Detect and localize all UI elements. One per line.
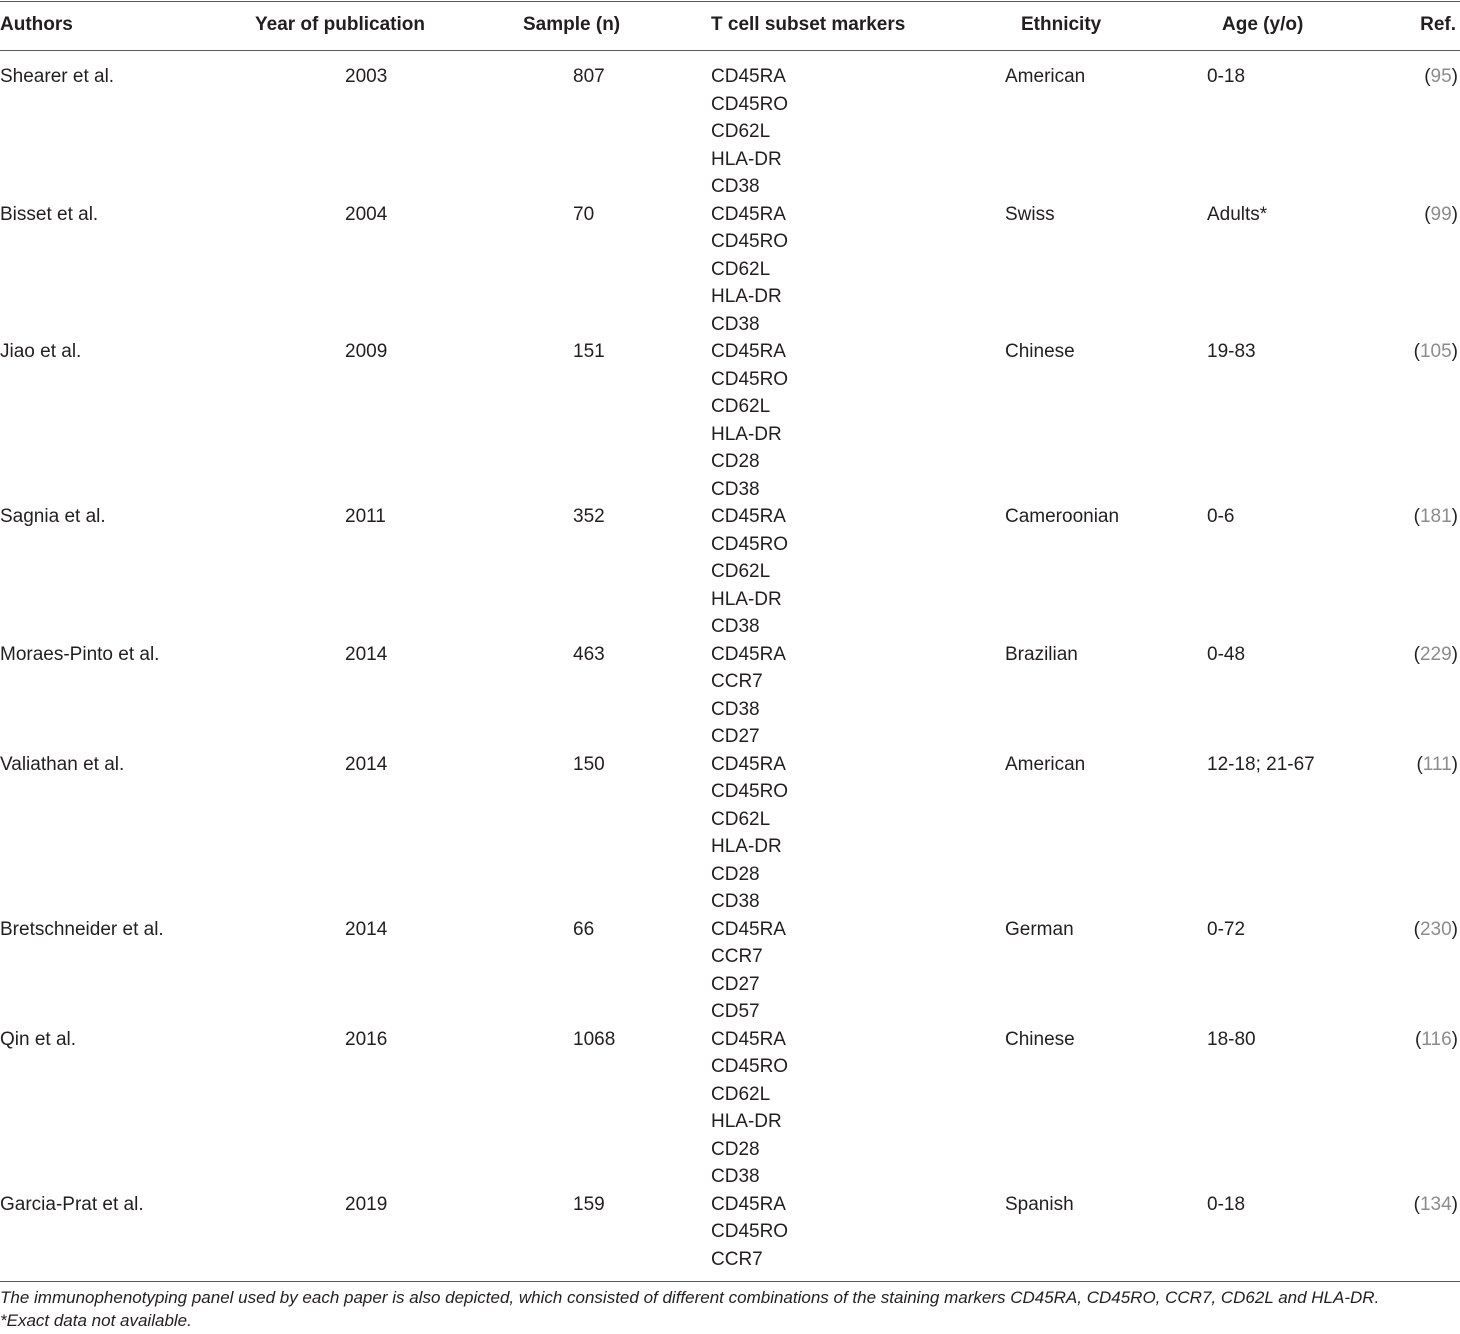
ref-link[interactable]: 181	[1419, 506, 1452, 527]
ref-paren-open: (	[1416, 753, 1423, 775]
cell-ethnicity: American	[1005, 753, 1086, 775]
cell-authors: Moraes-Pinto et al.	[0, 643, 160, 665]
table-row: Qin et al. 2016 1068 CD45RA CD45RO CD62L HLA-DR CD28 CD38 Chinese 18-80 (116)	[0, 1026, 1460, 1191]
marker-item: CD45RO	[711, 781, 789, 802]
table-row: Bisset et al. 2004 70 CD45RA CD45RO CD62L HLA-DR CD38 Swiss Adults* (99)	[0, 201, 1460, 339]
cell-age: Adults*	[1207, 203, 1268, 225]
marker-item: CD62L	[711, 396, 771, 417]
marker-item: HLA-DR	[711, 836, 782, 857]
ref-paren-close: )	[1451, 918, 1458, 940]
ref-paren-open: (	[1413, 341, 1420, 362]
cell-authors: Qin et al.	[0, 1028, 77, 1050]
marker-item: CD57	[711, 1001, 760, 1022]
table-row: Garcia-Prat et al. 2019 159 CD45RA CD45RO CCR7 Spanish 0-18 (134)	[0, 1191, 1460, 1274]
ref-link[interactable]: 229	[1419, 643, 1452, 665]
footnote-panel-description: The immunophenotyping panel used by each paper is also depicted, which consisted of different combinations of the staining markers CD45RA, CD45RO, CCR7, CD62L and HLA-DR.	[0, 1288, 1380, 1307]
cell-ethnicity: Cameroonian	[1005, 506, 1120, 527]
marker-item: CD45RA	[711, 506, 786, 527]
ref-paren-close: )	[1451, 506, 1458, 527]
table-row: Moraes-Pinto et al. 2014 463 CD45RA CCR7 CD38 CD27 Brazilian 0-48 (229)	[0, 641, 1460, 751]
cell-age: 19-83	[1207, 341, 1256, 362]
table-header-rule	[0, 50, 1460, 51]
marker-item: CD45RO	[711, 231, 789, 252]
cell-ethnicity: Brazilian	[1005, 643, 1078, 665]
marker-item: CD27	[711, 973, 760, 995]
cell-ref	[1414, 338, 1458, 366]
table-footnote	[0, 1287, 1460, 1332]
cell-age: 18-80	[1207, 1028, 1256, 1050]
header-authors: Authors	[0, 14, 73, 35]
ref-paren-close: )	[1451, 1028, 1458, 1050]
cell-ref	[1416, 751, 1458, 779]
ref-paren-close: )	[1451, 1193, 1458, 1215]
marker-item: CD62L	[711, 121, 771, 142]
cell-ethnicity: American	[1005, 66, 1086, 87]
cell-authors: Jiao et al.	[0, 341, 82, 362]
marker-item: CD62L	[711, 258, 771, 280]
ref-paren-open: (	[1415, 1028, 1422, 1050]
ref-link[interactable]: 116	[1421, 1028, 1452, 1050]
marker-item: CD62L	[711, 1083, 771, 1105]
marker-item: CD38	[711, 1166, 760, 1187]
marker-item: CD45RO	[711, 93, 789, 115]
cell-markers	[711, 751, 1460, 916]
header-sample: Sample (n)	[523, 14, 621, 35]
cell-ethnicity: Chinese	[1005, 341, 1075, 362]
marker-item: CD45RO	[711, 1056, 789, 1077]
ref-link[interactable]: 230	[1419, 918, 1452, 940]
cell-ethnicity: Swiss	[1005, 203, 1055, 225]
ref-paren-open: (	[1424, 203, 1431, 225]
marker-item: CD45RO	[711, 1221, 789, 1242]
ref-paren-open: (	[1413, 506, 1420, 527]
marker-item: CD45RO	[711, 533, 789, 555]
table-row: Jiao et al. 2009 151 CD45RA CD45RO CD62L HLA-DR CD28 CD38 Chinese 19-83 (105)	[0, 338, 1460, 503]
cell-markers	[711, 916, 1460, 1026]
marker-item: CD45RA	[711, 918, 786, 940]
cell-markers	[711, 1191, 1460, 1274]
cell-authors: Garcia-Prat et al.	[0, 1193, 144, 1215]
table-row: Shearer et al. 2003 807 CD45RA CD45RO CD62L HLA-DR CD38 American 0-18 (95)	[0, 63, 1460, 201]
ref-paren-open: (	[1413, 918, 1420, 940]
cell-authors: Sagnia et al.	[0, 506, 106, 527]
table-header	[0, 0, 1460, 50]
marker-item: HLA-DR	[711, 286, 782, 307]
marker-item: CD62L	[711, 561, 771, 582]
cell-age: 0-18	[1207, 66, 1246, 87]
table-body	[0, 63, 1460, 1273]
cell-markers	[711, 641, 1460, 751]
table-bottom-rule	[0, 1281, 1460, 1282]
cell-authors: Bretschneider et al.	[0, 918, 164, 940]
marker-item: HLA-DR	[711, 423, 782, 445]
marker-item: CD45RA	[711, 341, 786, 362]
marker-item: CD28	[711, 1138, 760, 1160]
marker-item: CD38	[711, 891, 760, 912]
marker-item: CD38	[711, 698, 760, 720]
ref-paren-close: )	[1451, 66, 1458, 87]
cell-markers	[711, 1026, 1460, 1191]
cell-ref	[1414, 916, 1458, 944]
cell-age: 0-18	[1207, 1193, 1246, 1215]
marker-item: CCR7	[711, 946, 763, 967]
ref-link[interactable]: 105	[1419, 341, 1452, 362]
cell-ref	[1414, 641, 1458, 669]
marker-item: CD45RA	[711, 753, 786, 775]
ref-paren-close: )	[1451, 341, 1458, 362]
cell-authors: Bisset et al.	[0, 203, 99, 225]
marker-item: CD45RA	[711, 203, 786, 225]
cell-age: 0-72	[1207, 918, 1246, 940]
marker-item: CD45RO	[711, 368, 789, 390]
cell-authors: Shearer et al.	[0, 66, 115, 87]
cell-ref	[1424, 63, 1458, 91]
marker-item: HLA-DR	[711, 588, 782, 610]
table-row: Sagnia et al. 2011 352 CD45RA CD45RO CD62L HLA-DR CD38 Cameroonian 0-6 (181)	[0, 503, 1460, 641]
ref-link[interactable]: 99	[1430, 203, 1452, 225]
ref-link[interactable]: 134	[1419, 1193, 1452, 1215]
ref-paren-open: (	[1413, 1193, 1420, 1215]
marker-item: CD38	[711, 478, 760, 500]
ref-paren-close: )	[1451, 643, 1458, 665]
cell-markers	[711, 63, 1460, 201]
cell-ethnicity: Chinese	[1005, 1028, 1075, 1050]
table-row: Bretschneider et al. 2014 66 CD45RA CCR7 CD27 CD57 German 0-72 (230)	[0, 916, 1460, 1026]
ref-link[interactable]: 95	[1430, 66, 1452, 87]
marker-item: HLA-DR	[711, 148, 782, 170]
cell-ethnicity: Spanish	[1005, 1193, 1074, 1215]
ref-paren-open: (	[1413, 643, 1420, 665]
header-ref: Ref.	[1420, 14, 1456, 35]
marker-item: CD38	[711, 313, 760, 335]
ref-paren-close: )	[1451, 753, 1458, 775]
header-ethnicity: Ethnicity	[1021, 14, 1102, 35]
table-row: Valiathan et al. 2014 150 CD45RA CD45RO CD62L HLA-DR CD28 CD38 American 12-18; 21-67 (111)	[0, 751, 1460, 916]
cell-authors: Valiathan et al.	[0, 753, 125, 775]
marker-item: CD28	[711, 863, 760, 885]
marker-item: CD38	[711, 616, 760, 637]
cell-ref	[1414, 1191, 1458, 1219]
header-year: Year of publication	[255, 14, 425, 35]
ref-paren-open: (	[1424, 66, 1431, 87]
cell-ref	[1414, 503, 1458, 531]
marker-item: CD27	[711, 726, 760, 747]
cell-age: 0-48	[1207, 643, 1246, 665]
marker-item: CD38	[711, 176, 760, 197]
cell-age: 12-18; 21-67	[1207, 753, 1315, 775]
header-markers: T cell subset markers	[711, 14, 906, 35]
marker-item: CD45RA	[711, 1028, 786, 1050]
cell-ref	[1415, 1026, 1458, 1054]
ref-paren-close: )	[1451, 203, 1458, 225]
marker-item: CCR7	[711, 1248, 763, 1270]
marker-item: CD28	[711, 451, 760, 472]
marker-item: CCR7	[711, 671, 763, 692]
marker-item: CD45RA	[711, 643, 786, 665]
header-age: Age (y/o)	[1222, 14, 1304, 35]
cell-markers	[711, 338, 1460, 503]
marker-item: CD45RA	[711, 66, 786, 87]
marker-item: HLA-DR	[711, 1111, 782, 1132]
marker-item: CD62L	[711, 808, 771, 830]
marker-item: CD45RA	[711, 1193, 786, 1215]
cell-age: 0-6	[1207, 506, 1235, 527]
footnote-exact-data: *Exact data not available.	[0, 1310, 192, 1330]
cell-markers	[711, 201, 1460, 339]
cell-ref	[1424, 201, 1458, 229]
cell-ethnicity: German	[1005, 918, 1074, 940]
ref-link[interactable]: 111	[1422, 753, 1452, 775]
